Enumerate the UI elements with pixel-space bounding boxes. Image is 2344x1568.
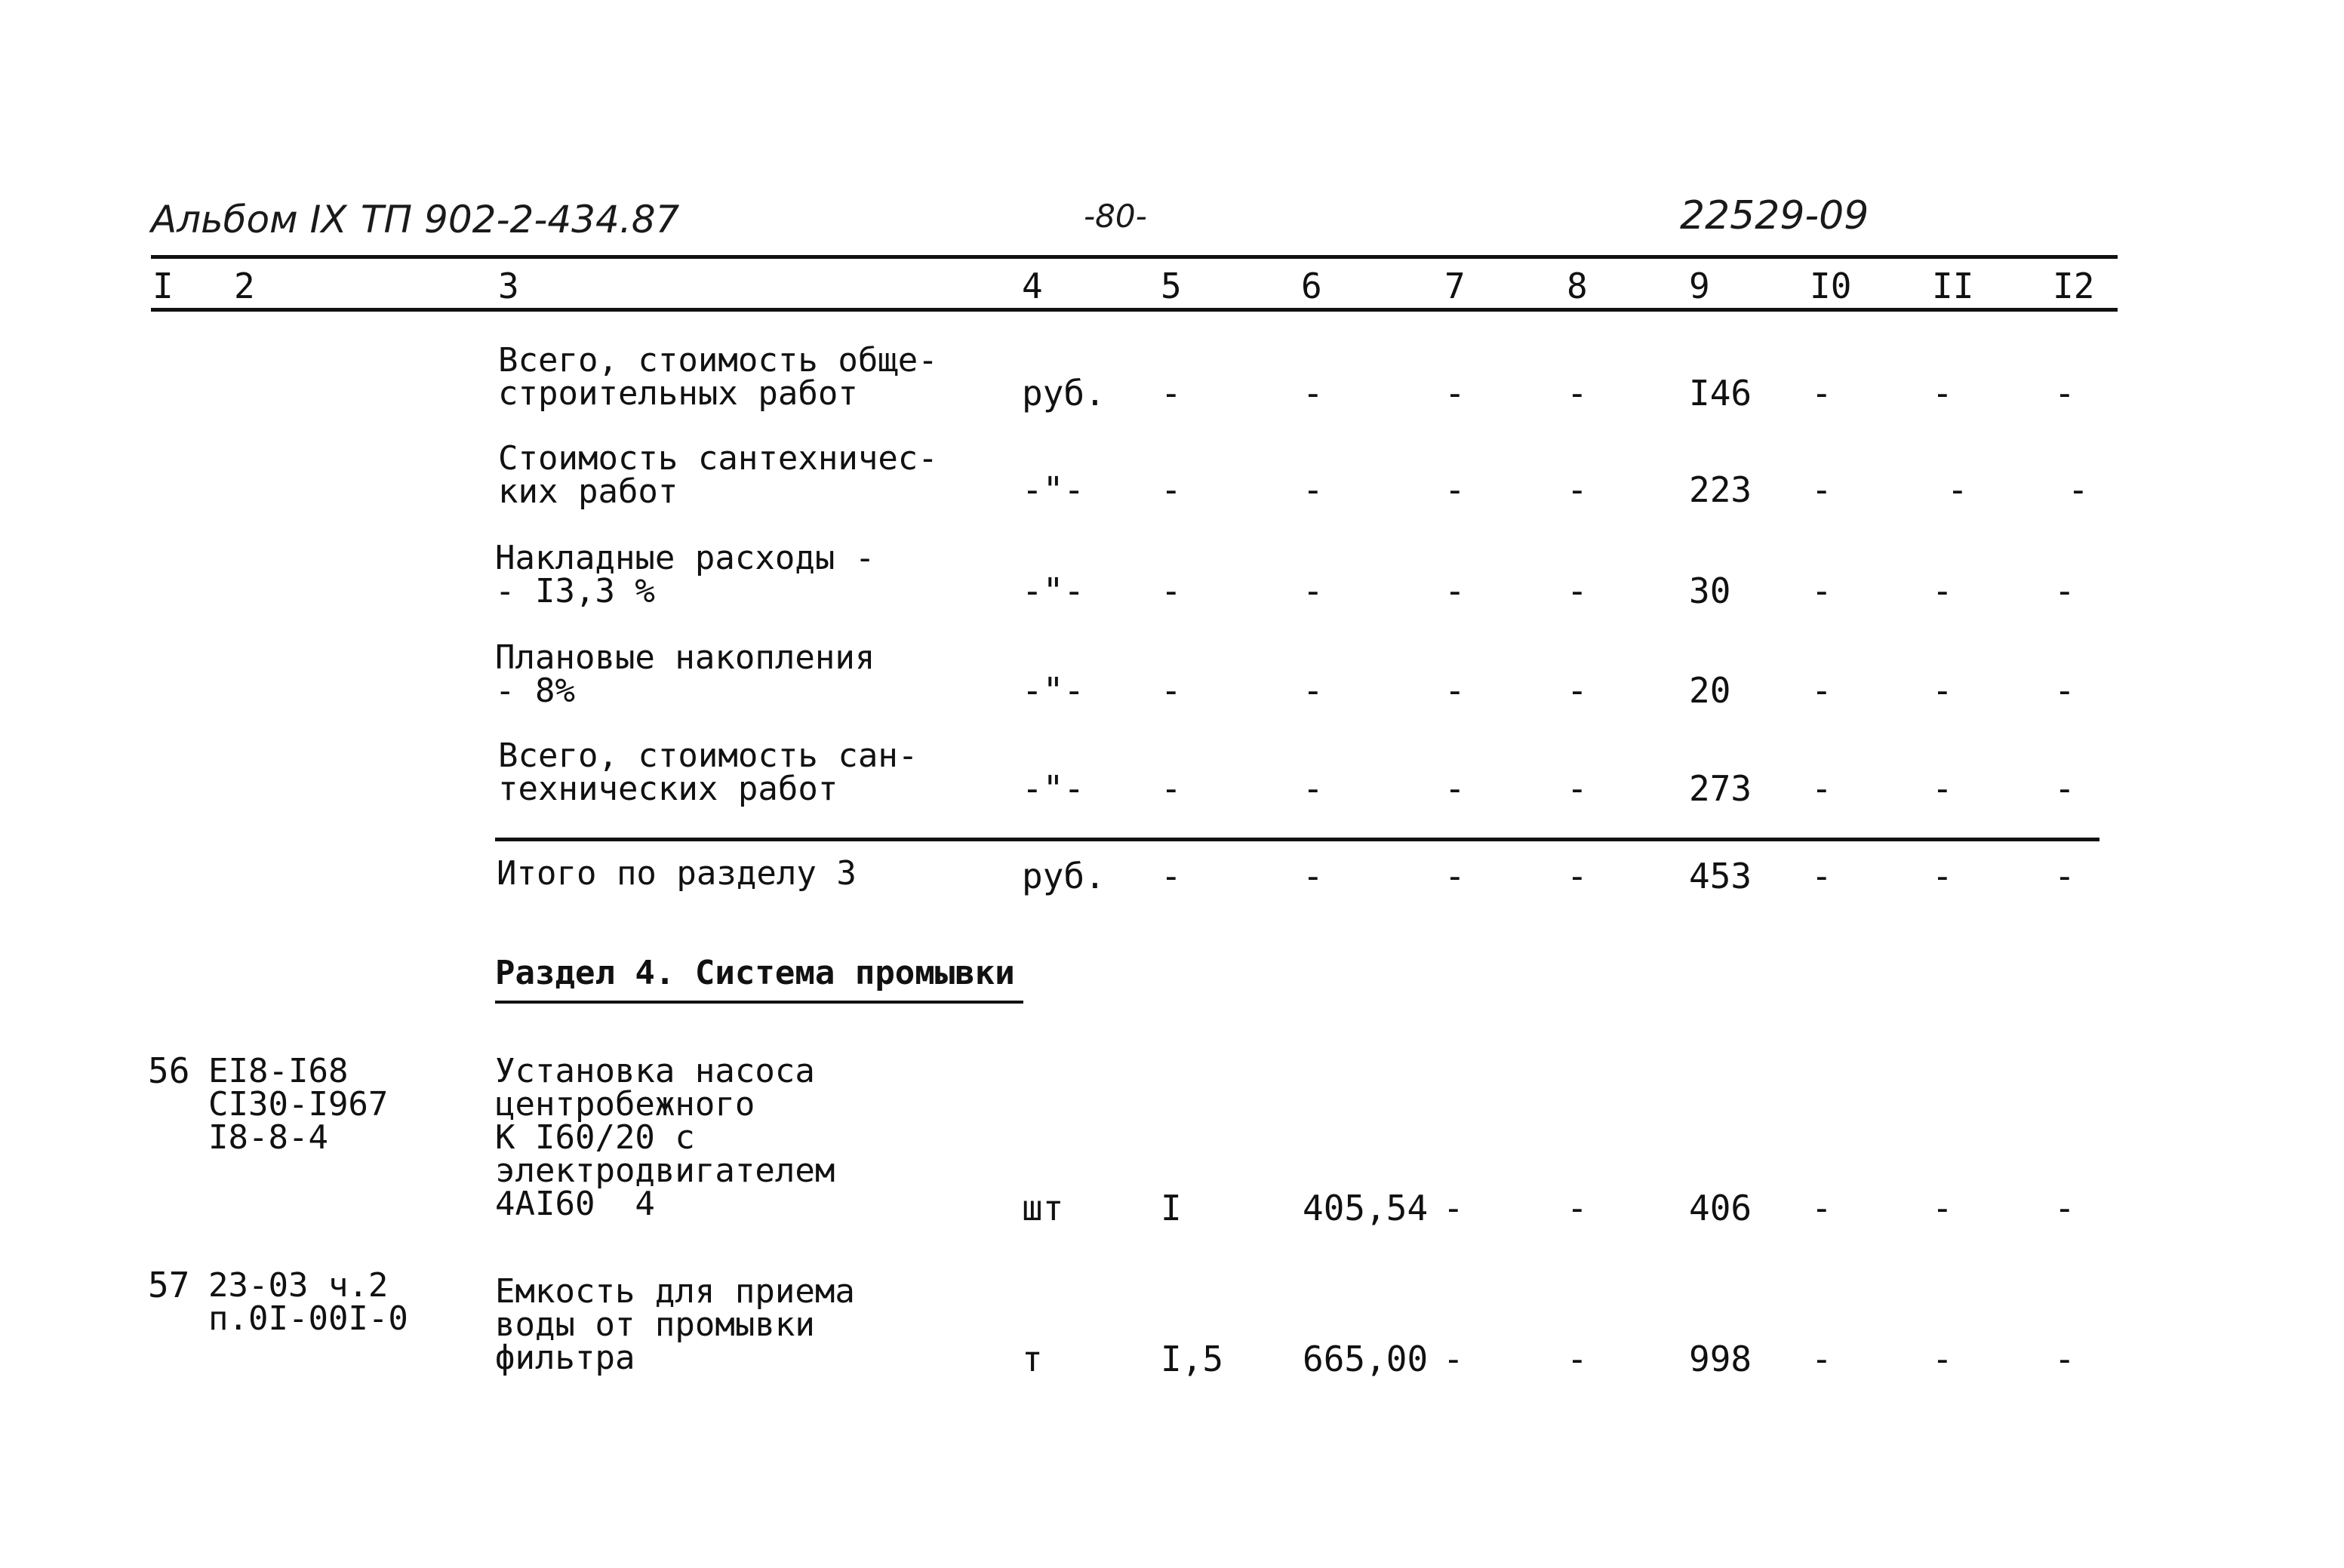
row2-c5: - [1161,469,1182,510]
row56-c8: - [1567,1188,1588,1228]
row3-c7: - [1444,570,1466,611]
row57-c11: - [1932,1339,1953,1379]
row4-c6: - [1303,670,1324,711]
row3-c9: 30 [1689,570,1731,611]
col-header-8: 8 [1567,266,1588,306]
row57-c8: - [1567,1339,1588,1379]
row6-c8: - [1567,856,1588,896]
col-header-10: I0 [1810,266,1852,306]
col-header-12: I2 [2053,266,2095,306]
row2-c8: - [1567,469,1588,510]
row56-c11: - [1932,1188,1953,1228]
row56-unit: шт [1022,1188,1064,1228]
row3-c6: - [1303,570,1324,611]
row3-unit: -"- [1022,570,1085,611]
row6-c10: - [1811,856,1832,896]
subtotal-rule [495,838,2099,841]
row2-c10: - [1811,469,1832,510]
row6-c12: - [2054,856,2075,896]
row2-c11: - [1947,469,1968,510]
row56-c10: - [1811,1188,1832,1228]
project-number: ТП 902-2-434.87 [361,198,680,241]
row57-c5: I,5 [1161,1339,1224,1379]
row56-description: Установка насоса центробежного К I60/20 с электродвигателем 4AI60 4 [495,1052,835,1223]
row57-unit: т [1022,1339,1043,1379]
row4-description: Плановые накопления - 8% [495,638,875,710]
row4-c9: 20 [1689,670,1731,711]
row6-c7: - [1444,856,1466,896]
row57-c6: 665,00 [1303,1339,1429,1379]
row1-c8: - [1567,373,1588,414]
row2-c6: - [1303,469,1324,510]
row57-description: Емкость для приема воды от промывки фильтра [495,1272,855,1377]
top-rule [151,255,2118,259]
row2-c7: - [1444,469,1466,510]
col-header-6: 6 [1301,266,1322,306]
col-header-2: 2 [234,266,255,306]
row6-c9: 453 [1689,856,1752,896]
album-label: Альбом IX [151,198,347,241]
row56-c12: - [2054,1188,2075,1228]
row56-c7: - [1443,1188,1464,1228]
row56-c6: 405,54 [1303,1188,1429,1228]
row1-c7: - [1444,373,1466,414]
row57-c9: 998 [1689,1339,1752,1379]
row1-c11: - [1932,373,1953,414]
row3-c8: - [1567,570,1588,611]
row1-c5: - [1161,373,1182,414]
row2-unit: -"- [1022,469,1085,510]
row4-c11: - [1932,670,1953,711]
section-4-title: Раздел 4. Система промывки [495,954,1015,992]
row6-c6: - [1303,856,1324,896]
row56-code: EI8-I68 CI30-I967 I8-8-4 [208,1052,389,1157]
section-4-underline [495,1001,1023,1004]
row2-c12: - [2068,469,2089,510]
row2-description: Стоимость сантехничес- ких работ [498,439,938,511]
row57-c12: - [2054,1339,2075,1379]
row5-c12: - [2054,768,2075,809]
col-header-3: 3 [498,266,519,306]
row57-number: 57 [148,1265,190,1305]
row57-c10: - [1811,1339,1832,1379]
row56-number: 56 [148,1050,190,1091]
row1-c12: - [2054,373,2075,414]
row5-c10: - [1811,768,1832,809]
document-code: 22529-09 [1680,193,1869,238]
row1-c6: - [1303,373,1324,414]
col-header-1: I [152,266,174,306]
row3-c5: - [1161,570,1182,611]
row4-c5: - [1161,670,1182,711]
row3-c10: - [1811,570,1832,611]
row3-c11: - [1932,570,1953,611]
col-header-9: 9 [1689,266,1710,306]
row6-c11: - [1932,856,1953,896]
row5-c7: - [1444,768,1466,809]
row6-c5: - [1161,856,1182,896]
row4-c7: - [1444,670,1466,711]
row5-c8: - [1567,768,1588,809]
row4-c10: - [1811,670,1832,711]
row56-c9: 406 [1689,1188,1752,1228]
col-header-11: II [1932,266,1974,306]
page-number: -80- [1084,198,1147,235]
header-bottom-rule [151,308,2118,312]
col-header-7: 7 [1444,266,1466,306]
row4-unit: -"- [1022,670,1085,711]
row6-description: Итого по разделу 3 [497,854,857,893]
row5-c5: - [1161,768,1182,809]
row3-description: Накладные расходы - - I3,3 % [495,539,875,610]
row2-c9: 223 [1689,469,1752,510]
row5-unit: -"- [1022,768,1085,809]
row1-description: Всего, стоимость обще- строительных работ [498,341,938,413]
row5-description: Всего, стоимость сан- технических работ [498,736,918,808]
row5-c6: - [1303,768,1324,809]
row5-c11: - [1932,768,1953,809]
row5-c9: 273 [1689,768,1752,809]
row4-c8: - [1567,670,1588,711]
row57-code: 23-03 ч.2 п.0I-00I-0 [208,1266,408,1338]
row6-unit: руб. [1022,856,1106,896]
row57-c7: - [1443,1339,1464,1379]
row1-c9: I46 [1689,373,1752,414]
row1-unit: руб. [1022,373,1106,414]
row1-c10: - [1811,373,1832,414]
col-header-4: 4 [1022,266,1043,306]
col-header-5: 5 [1161,266,1182,306]
row4-c12: - [2054,670,2075,711]
row3-c12: - [2054,570,2075,611]
row56-c5: I [1161,1188,1182,1228]
